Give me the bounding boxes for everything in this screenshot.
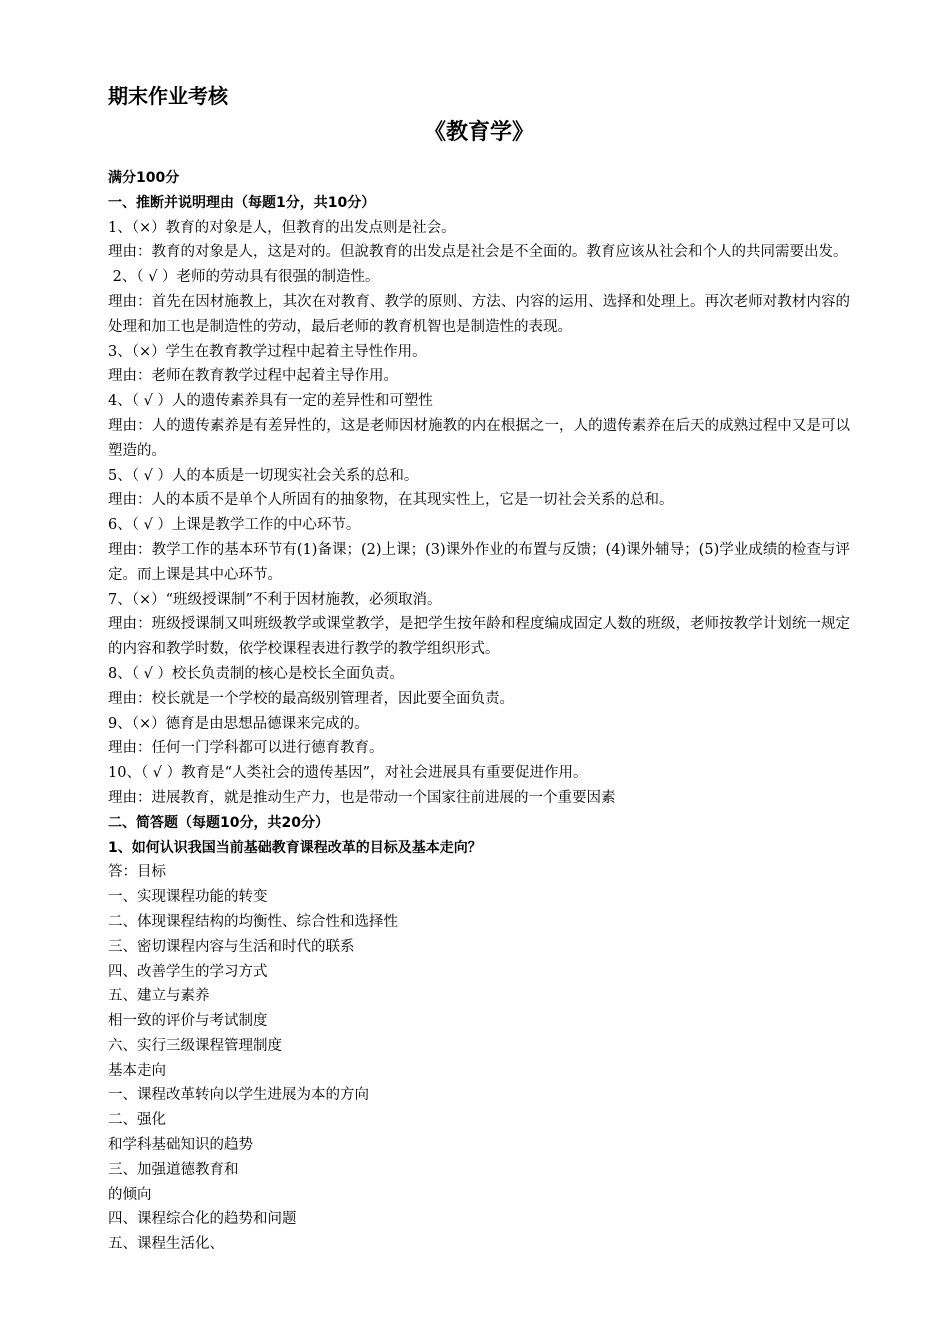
q7-statement: 7、（×）“班级授课制”不利于因材施教，必须取消。 [108, 591, 442, 608]
answer-line: 五、建立与素养 [108, 988, 210, 1005]
answer-line: 一、课程改革转向以学生进展为本的方向 [108, 1087, 369, 1104]
q6-statement: 6、（ √ ）上课是教学工作的中心环节。 [108, 517, 361, 534]
answer-line: 三、密切课程内容与生活和时代的联系 [108, 938, 355, 955]
answer-line: 二、体现课程结构的均衡性、综合性和选择性 [108, 913, 398, 930]
q10-reason: 理由：进展教育，就是推动生产力，也是带动一个国家往前进展的一个重要因素 [108, 789, 616, 806]
answer-line: 四、改善学生的学习方式 [108, 963, 268, 980]
section1-heading: 一、推断并说明理由（每题1分，共10分） [108, 194, 376, 211]
answer-line: 四、课程综合化的趋势和问题 [108, 1211, 297, 1228]
q4-reason: 理由：人的遗传素养是有差异性的，这是老师因材施教的内在根据之一，人的遗传素养在后天的成熟过程中又是可以塑造的。 [108, 417, 850, 459]
answer-line: 一、实现课程功能的转变 [108, 889, 268, 906]
q8-statement: 8、（ √ ）校长负责制的核心是校长全面负责。 [108, 665, 404, 682]
q6-reason: 理由：教学工作的基本环节有(1)备课；(2)上课；(3)课外作业的布置与反馈；(4)课外辅导；(5)学业成绩的检查与评定。而上课是其中心环节。 [108, 541, 850, 583]
answer-line: 二、强化 [108, 1112, 166, 1129]
q2-reason: 理由：首先在因材施教上，其次在对教育、教学的原则、方法、内容的运用、选择和处理上。再次老师对教材内容的处理和加工也是制造性的劳动，最后老师的教育机智也是制造性的表现。 [108, 293, 850, 335]
q1-statement: 1、（×）教育的对象是人，但教育的出发点则是社会。 [108, 219, 456, 236]
document-title: 《教育学》 [423, 120, 534, 145]
answer-line: 五、课程生活化、 [108, 1236, 224, 1253]
q9-statement: 9、（×）德育是由思想品德课来完成的。 [108, 715, 369, 732]
document-heading: 期末作业考核 [108, 84, 228, 108]
answer-line: 和学科基础知识的趋势 [108, 1137, 253, 1154]
q9-reason: 理由：任何一门学科都可以进行德育教育。 [108, 740, 384, 757]
q3-statement: 3、（×）学生在教育教学过程中起着主导性作用。 [108, 343, 427, 360]
section2-heading: 二、简答题（每题10分，共20分） [108, 814, 329, 831]
answer-line: 三、加强道德教育和 [108, 1161, 239, 1178]
q3-reason: 理由：老师在教育教学过程中起着主导作用。 [108, 368, 398, 385]
q4-statement: 4、（ √ ）人的遗传素养具有一定的差异性和可塑性 [108, 393, 433, 410]
q1-reason: 理由：教育的对象是人，这是对的。但說教育的出发点是社会是不全面的。教育应该从社会和个人的共同需要出发。 [108, 244, 848, 261]
q2-statement: 2、（ √ ）老师的劳动具有很强的制造性。 [108, 269, 380, 286]
q5-statement: 5、（ √ ）人的本质是一切现实社会关系的总和。 [108, 467, 419, 484]
q10-statement: 10、（ √ ）教育是“人类社会的遗传基因”，对社会进展具有重要促进作用。 [108, 765, 588, 782]
section2-question1: 1、如何认识我国当前基础教育课程改革的目标及基本走向？ [108, 839, 482, 856]
answer-line: 的倾向 [108, 1186, 152, 1203]
q5-reason: 理由：人的本质不是单个人所固有的抽象物，在其现实性上，它是一切社会关系的总和。 [108, 492, 674, 509]
q8-reason: 理由：校长就是一个学校的最高级别管理者，因此要全面负责。 [108, 690, 514, 707]
answer-line: 六、实行三级课程管理制度 [108, 1037, 282, 1054]
q7-reason: 理由：班级授课制又叫班级教学或课堂教学，是把学生按年龄和程度编成固定人数的班级，老师按教学计划统一规定的内容和教学时数，依学校课程表进行教学的教学组织形式。 [108, 616, 850, 658]
document-content [108, 82, 850, 1257]
answer-line: 答：目标 [108, 864, 166, 881]
answer-line: 相一致的评价与考试制度 [108, 1013, 268, 1030]
answer-line: 基本走向 [108, 1062, 166, 1079]
full-score-line: 满分100分 [108, 170, 180, 186]
